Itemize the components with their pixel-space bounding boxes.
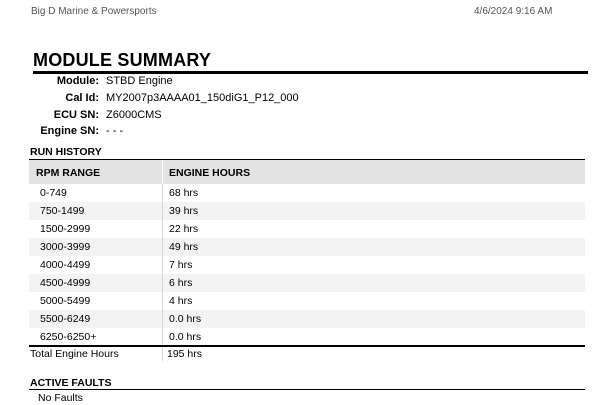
engine-hours-cell: 22 hrs	[169, 223, 199, 235]
rpm-range-cell: 3000-3999	[40, 241, 91, 253]
table-row	[29, 238, 585, 256]
page-title: MODULE SUMMARY	[33, 49, 588, 74]
module-value: STBD Engine	[106, 75, 173, 87]
engine-hours-cell: 7 hrs	[169, 259, 193, 271]
run-history-heading: RUN HISTORY	[30, 146, 102, 158]
table-row	[29, 220, 585, 238]
table-header	[29, 160, 585, 184]
engine-hours-cell: 68 hrs	[169, 187, 199, 199]
rpm-range-cell: 1500-2999	[40, 223, 91, 235]
engine-sn-label: Engine SN:	[40, 125, 99, 137]
engine-hours-cell: 0.0 hrs	[169, 313, 202, 325]
engine-hours-cell: 0.0 hrs	[169, 331, 202, 343]
column-header-rpm-range: RPM RANGE	[36, 167, 101, 179]
module-label: Module:	[56, 75, 99, 87]
table-row	[29, 184, 585, 202]
engine-hours-cell: 39 hrs	[169, 205, 199, 217]
table-row	[29, 256, 585, 274]
total-value: 195 hrs	[167, 348, 203, 360]
ecu-sn-value: Z6000CMS	[106, 109, 162, 121]
table-row	[29, 202, 585, 220]
rpm-range-cell: 4000-4499	[40, 259, 91, 271]
rpm-range-cell: 5500-6249	[40, 313, 91, 325]
ecu-sn-label: ECU SN:	[53, 109, 99, 121]
company-name: Big D Marine & Powersports	[31, 6, 157, 17]
cal-id-value: MY2007p3AAAA01_150diG1_P12_000	[106, 92, 299, 104]
active-faults-divider	[29, 389, 585, 390]
table-row	[29, 274, 585, 292]
rpm-range-cell: 750-1499	[40, 205, 85, 217]
active-faults-heading: ACTIVE FAULTS	[30, 377, 112, 389]
report-header	[0, 0, 600, 24]
column-header-engine-hours: ENGINE HOURS	[169, 167, 251, 179]
cal-id-label: Cal Id:	[65, 92, 99, 104]
total-row	[29, 347, 585, 361]
engine-sn-value: - - -	[106, 125, 124, 137]
report-datetime: 4/6/2024 9:16 AM	[474, 6, 553, 17]
rpm-range-cell: 5000-5499	[40, 295, 91, 307]
engine-hours-cell: 6 hrs	[169, 277, 193, 289]
engine-hours-cell: 4 hrs	[169, 295, 193, 307]
table-row	[29, 292, 585, 310]
rpm-range-cell: 0-749	[40, 187, 67, 199]
active-faults-text: No Faults	[38, 392, 83, 404]
table-row	[29, 310, 585, 328]
table-row	[29, 328, 585, 346]
engine-hours-cell: 49 hrs	[169, 241, 199, 253]
total-label: Total Engine Hours	[30, 348, 119, 360]
rpm-range-cell: 6250-6250+	[40, 331, 97, 343]
rpm-range-cell: 4500-4999	[40, 277, 91, 289]
